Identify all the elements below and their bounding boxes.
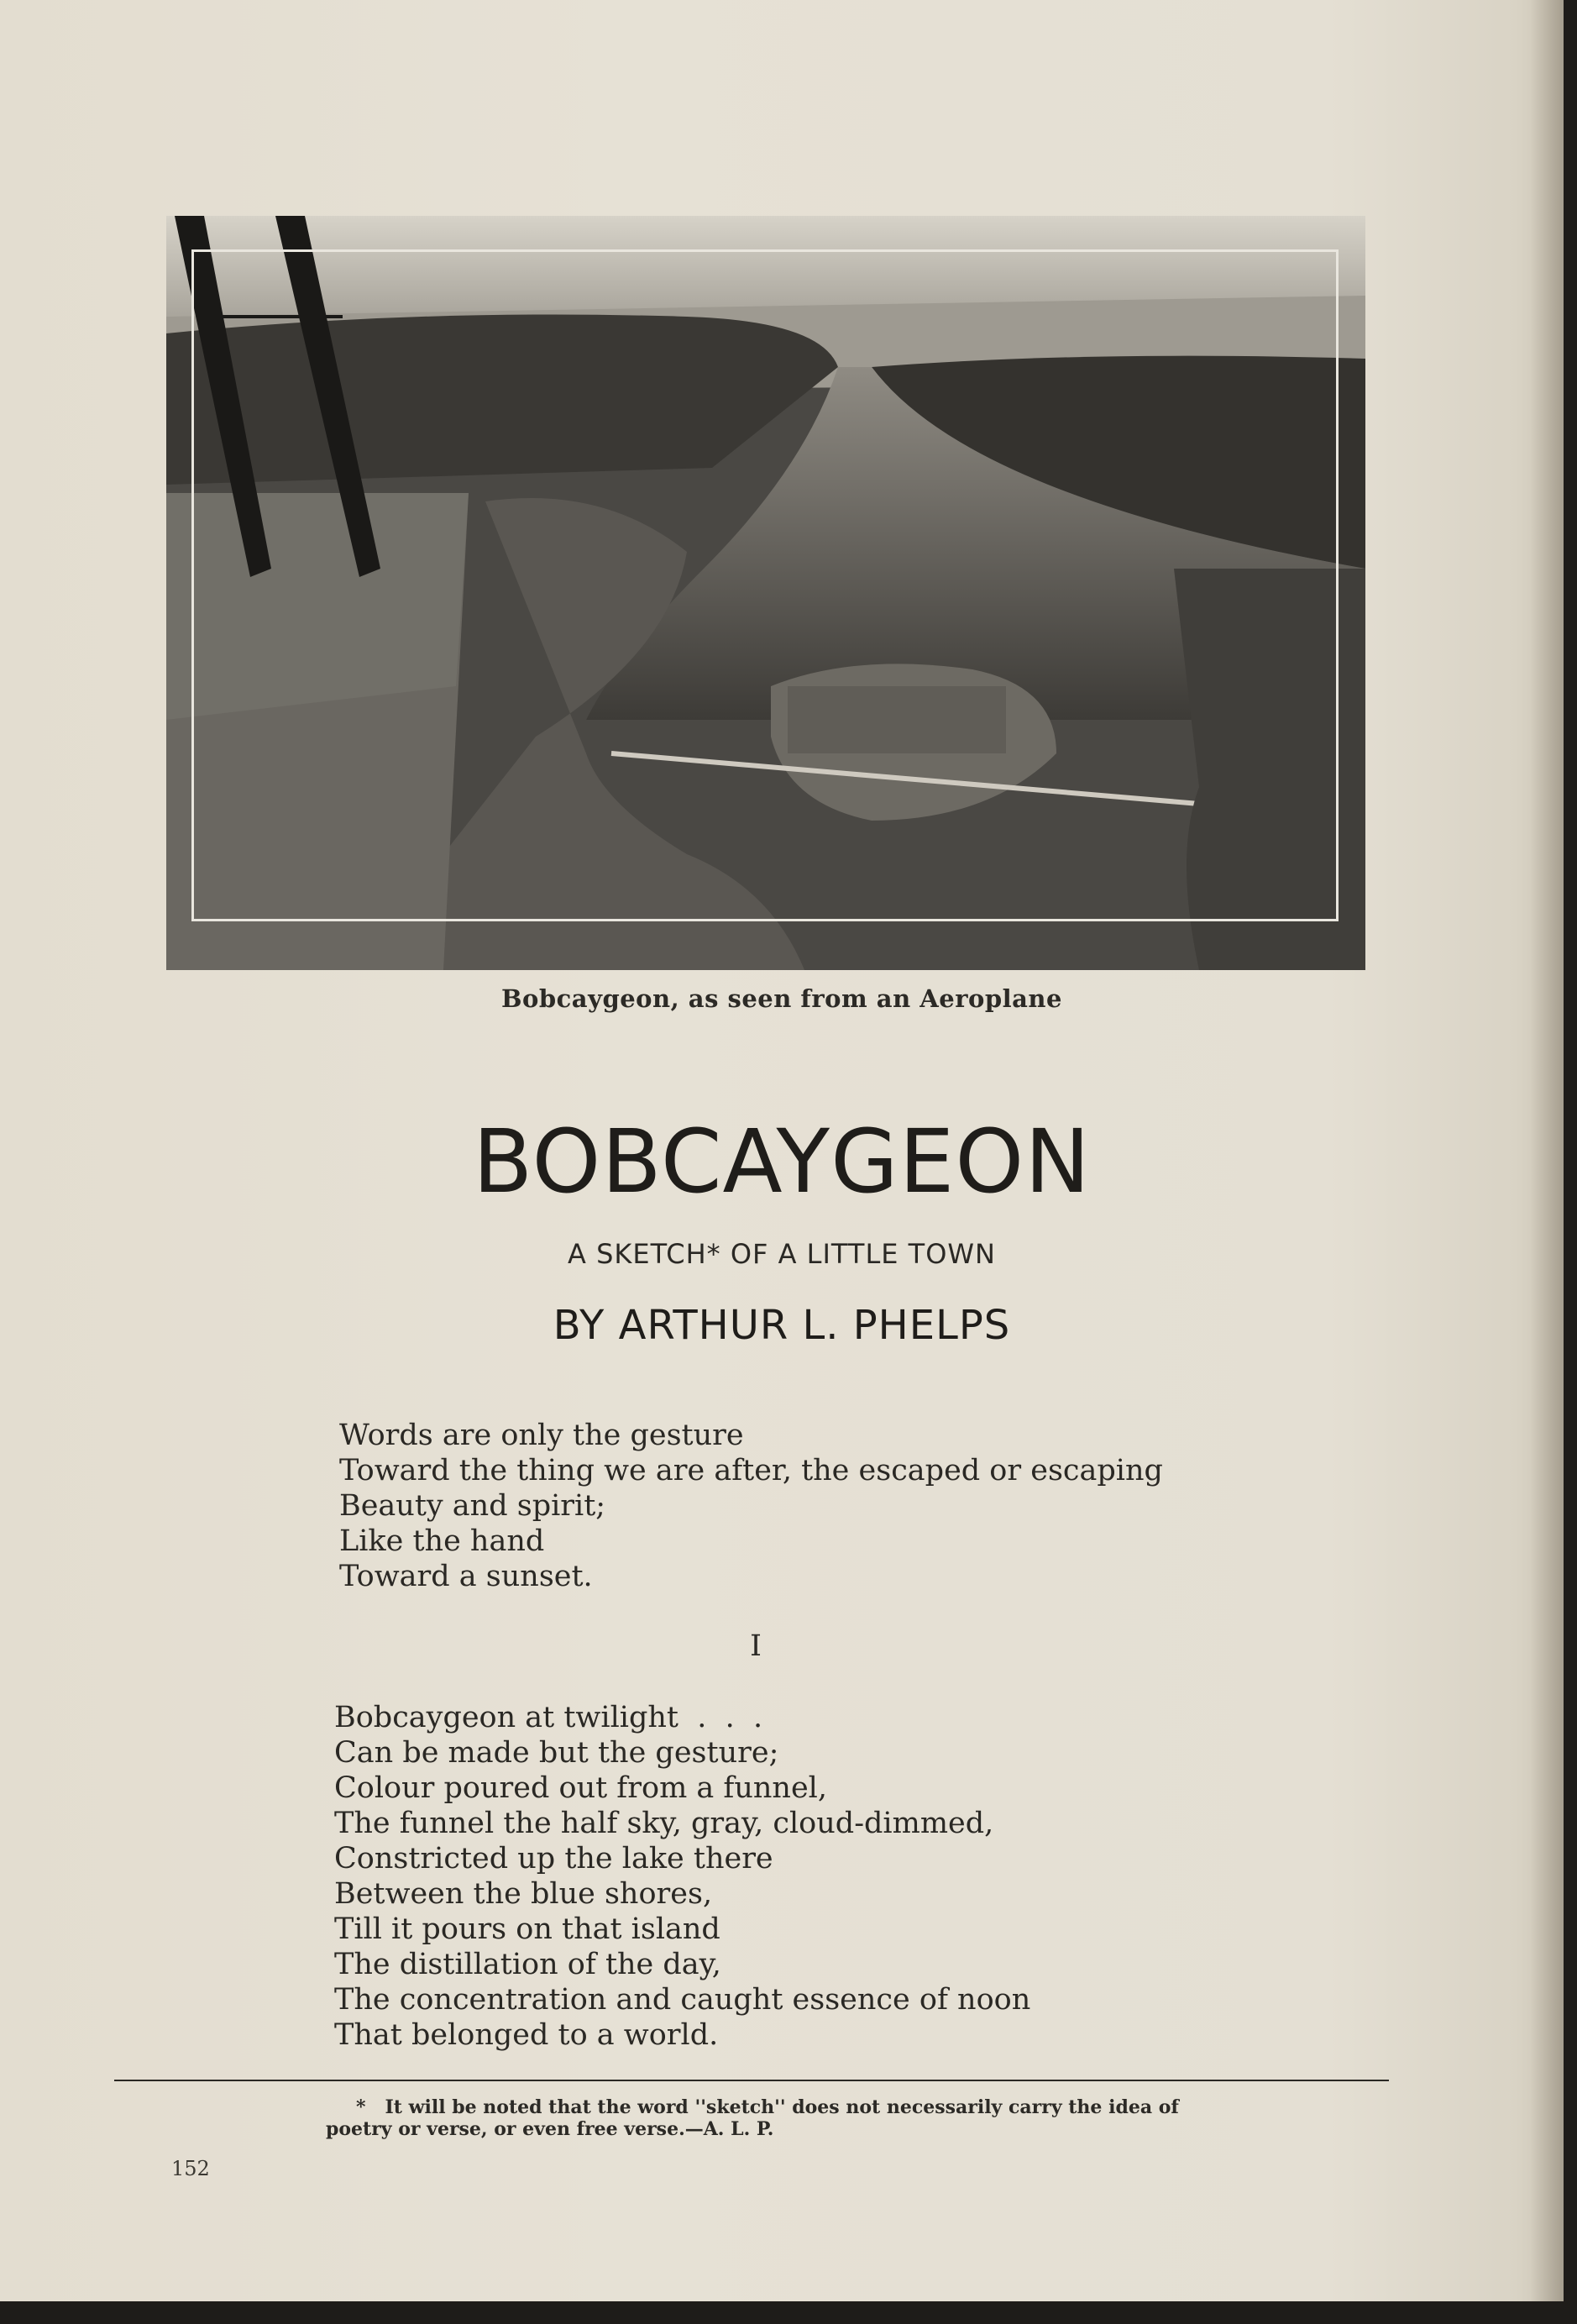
- aerial-photograph: [166, 216, 1365, 970]
- epigraph-line: Words are only the gesture: [339, 1419, 744, 1452]
- epigraph: [339, 1418, 1163, 1594]
- page-gutter-shadow: [1530, 0, 1564, 2301]
- epigraph-line: Like the hand: [339, 1524, 545, 1558]
- footnote: [326, 2096, 1401, 2140]
- poem-line: The concentration and caught essence of noon: [334, 1983, 1031, 2017]
- poem-line: Between the blue shores,: [334, 1877, 713, 1911]
- footnote-line: poetry or verse, or even free verse.—A. L. P.: [326, 2118, 774, 2140]
- article-byline: BY ARTHUR L. PHELPS: [553, 1302, 1011, 1349]
- epigraph-line: Toward the thing we are after, the escaped or escaping: [339, 1454, 1163, 1487]
- poem-line: Till it pours on that island: [334, 1912, 720, 1946]
- poem-line: Constricted up the lake there: [334, 1842, 773, 1875]
- poem-line: Colour poured out from a funnel,: [334, 1771, 827, 1805]
- epigraph-line: Toward a sunset.: [339, 1560, 593, 1593]
- epigraph-line: Beauty and spirit;: [339, 1489, 606, 1523]
- photo-inner-frame: [191, 249, 1339, 921]
- poem-line: The distillation of the day,: [334, 1948, 721, 1981]
- article-title: BOBCAYGEON: [472, 1110, 1092, 1213]
- poem-stanza: [334, 1700, 1030, 2053]
- poem-line: Can be made but the gesture;: [334, 1736, 779, 1770]
- section-number: I: [750, 1629, 762, 1663]
- poem-line: Bobcaygeon at twilight . . .: [334, 1701, 763, 1734]
- footnote-line: * It will be noted that the word ''sketch'' does not necessarily carry the idea of: [356, 2096, 1179, 2118]
- footnote-divider: [114, 2080, 1389, 2081]
- poem-line: That belonged to a world.: [334, 2018, 719, 2052]
- poem-line: The funnel the half sky, gray, cloud-dimmed,: [334, 1807, 994, 1840]
- article-subtitle: A SKETCH* OF A LITTLE TOWN: [568, 1238, 996, 1270]
- page-number: 152: [171, 2157, 210, 2180]
- photo-caption: Bobcaygeon, as seen from an Aeroplane: [501, 984, 1062, 1013]
